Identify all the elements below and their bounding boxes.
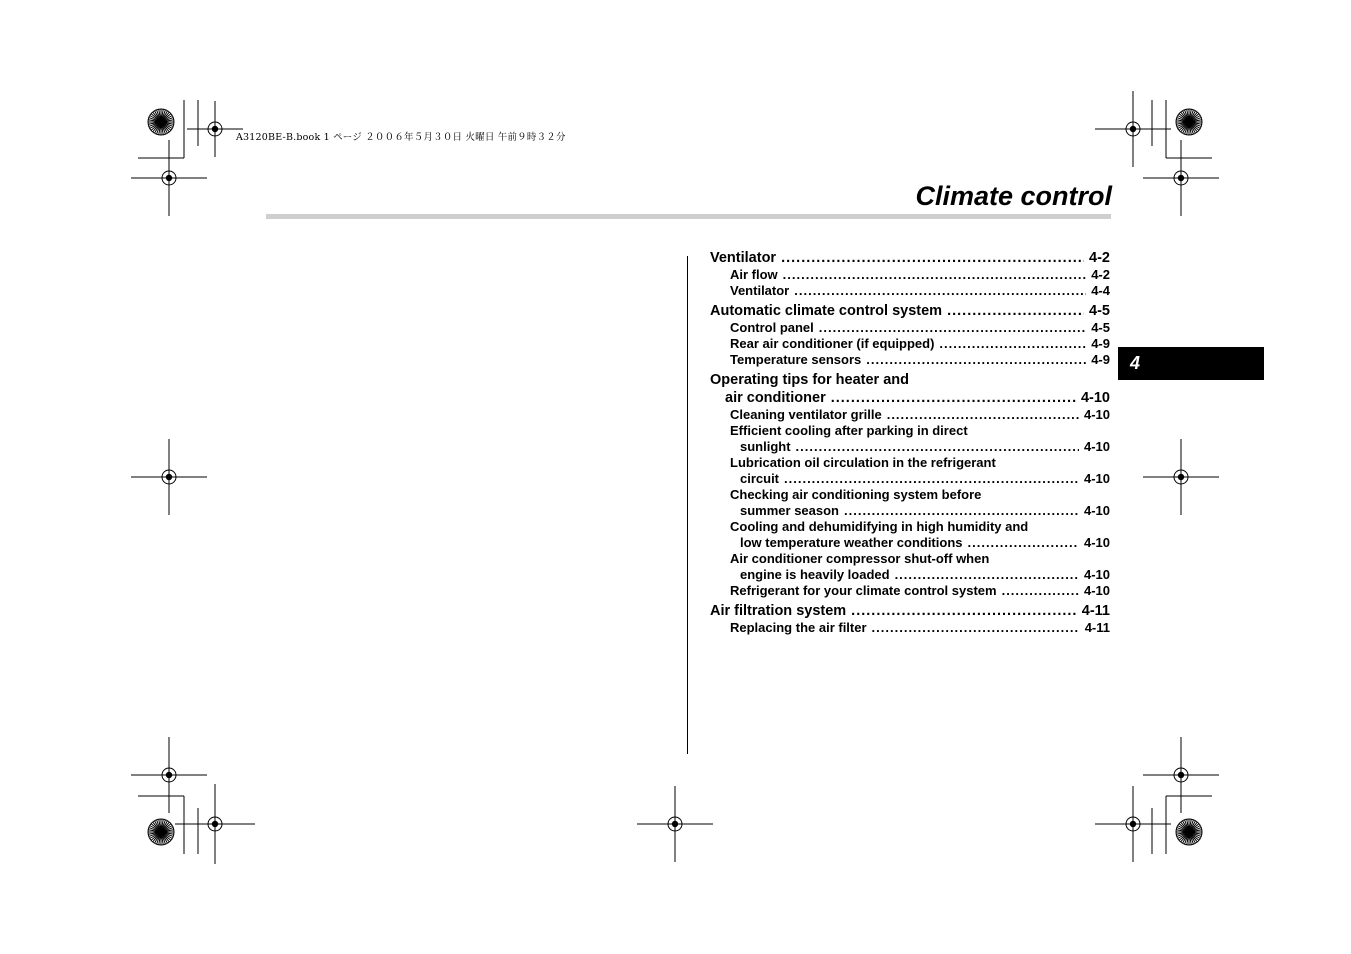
registration-dot [1178, 175, 1184, 181]
toc-entry-label: Air filtration system [710, 603, 847, 619]
toc-entry-label: Control panel [730, 320, 814, 335]
toc-dot-leader [866, 352, 1086, 368]
toc-entry-label: engine is heavily loaded [740, 567, 890, 582]
toc-page-number: 4-9 [1091, 352, 1110, 367]
toc-entry-label: Replacing the air filter [730, 620, 867, 635]
toc-page-number: 4-11 [1084, 620, 1110, 635]
toc-entry-sub[interactable] [710, 535, 1110, 551]
toc-entry-label: Refrigerant for your climate control system [730, 583, 997, 598]
color-target-center [1187, 830, 1191, 834]
toc-page-number: 4-5 [1091, 320, 1110, 335]
toc-entry-main[interactable] [710, 602, 1110, 620]
toc-dot-leader [796, 439, 1079, 455]
column-rule [687, 256, 688, 754]
registration-dot [212, 821, 218, 827]
toc-dot-leader [968, 535, 1079, 551]
toc-entry-label: Temperature sensors [730, 352, 862, 367]
chapter-tab: 4 [1118, 347, 1264, 380]
toc-dot-leader [783, 267, 1087, 283]
toc-entry-sub[interactable] [710, 503, 1110, 519]
toc-entry-sub[interactable] [710, 439, 1110, 455]
toc-entry-label: Automatic climate control system [710, 303, 943, 319]
toc-dot-leader [887, 407, 1079, 423]
toc-entry-label: circuit [740, 471, 780, 486]
toc-dot-leader [784, 471, 1079, 487]
toc-entry-label: Cleaning ventilator grille [730, 407, 882, 422]
color-target-center [159, 830, 163, 834]
color-target-center [1187, 120, 1191, 124]
toc-entry-label: Ventilator [730, 283, 790, 298]
toc-page-number: 4-4 [1091, 283, 1110, 298]
toc-entry-label: Rear air conditioner (if equipped) [730, 336, 935, 351]
toc-entry-label: summer season [740, 503, 839, 518]
registration-dot [166, 474, 172, 480]
toc-page-number: 4-9 [1091, 336, 1110, 351]
print-header-note: A3120BE-B.book 1 ページ ２００６年５月３０日 火曜日 午前９時３２分 [236, 132, 566, 143]
toc-dot-leader [895, 567, 1079, 583]
toc-dot-leader [939, 336, 1086, 352]
toc-entry-sub[interactable] [710, 583, 1110, 599]
registration-dot [672, 821, 678, 827]
toc-entry-sub[interactable] [710, 551, 1110, 567]
toc-entry-label: Lubrication oil circulation in the refrigerant [730, 455, 996, 470]
toc-entry-sub[interactable] [710, 267, 1110, 283]
toc-dot-leader [794, 283, 1086, 299]
toc-entry-sub[interactable] [710, 283, 1110, 299]
registration-dot [166, 175, 172, 181]
toc-page-number: 4-10 [1083, 535, 1110, 550]
toc-page-number: 4-11 [1081, 603, 1110, 619]
color-target-center [159, 120, 163, 124]
toc-entry-main[interactable] [710, 389, 1110, 407]
toc-page-number: 4-10 [1083, 503, 1110, 518]
toc-entry-sub[interactable] [710, 407, 1110, 423]
toc-entry-sub[interactable] [710, 423, 1110, 439]
toc-page-number: 4-10 [1083, 471, 1110, 486]
toc-page-number: 4-10 [1083, 439, 1110, 454]
toc-entry-sub[interactable] [710, 519, 1110, 535]
registration-dot [1178, 474, 1184, 480]
toc-entry-sub[interactable] [710, 455, 1110, 471]
toc-entry-label: Efficient cooling after parking in direct [730, 423, 968, 438]
toc-entry-main[interactable] [710, 302, 1110, 320]
title-rule [266, 214, 1111, 219]
toc-dot-leader [851, 602, 1077, 620]
registration-dot [1130, 126, 1136, 132]
registration-dot [212, 126, 218, 132]
toc-page-number: 4-2 [1089, 250, 1110, 266]
toc-entry-label: Checking air conditioning system before [730, 487, 982, 502]
toc-entry-label: air conditioner [725, 390, 826, 406]
toc-dot-leader [844, 503, 1079, 519]
toc-page-number: 4-5 [1089, 303, 1110, 319]
toc-entry-label: Ventilator [710, 250, 777, 266]
registration-dot [1130, 821, 1136, 827]
toc-entry-sub[interactable] [710, 620, 1110, 636]
table-of-contents [710, 249, 1110, 636]
toc-entry-main[interactable] [710, 249, 1110, 267]
toc-page-number: 4-10 [1080, 390, 1110, 406]
toc-entry-sub[interactable] [710, 336, 1110, 352]
toc-entry-sub[interactable] [710, 352, 1110, 368]
toc-page-number: 4-10 [1083, 583, 1110, 598]
toc-entry-label: Air flow [730, 267, 778, 282]
toc-entry-sub[interactable] [710, 567, 1110, 583]
toc-entry-sub[interactable] [710, 320, 1110, 336]
toc-entry-label: Air conditioner compressor shut-off when [730, 551, 990, 566]
toc-page-number: 4-10 [1083, 407, 1110, 422]
toc-entry-label: sunlight [740, 439, 791, 454]
toc-page-number: 4-10 [1083, 567, 1110, 582]
toc-dot-leader [1002, 583, 1079, 599]
toc-entry-sub[interactable] [710, 487, 1110, 503]
toc-dot-leader [831, 389, 1076, 407]
toc-entry-label: Cooling and dehumidifying in high humidity and [730, 519, 1029, 534]
toc-page-number: 4-2 [1091, 267, 1110, 282]
toc-dot-leader [947, 302, 1084, 320]
toc-entry-sub[interactable] [710, 471, 1110, 487]
chapter-title: Climate control [915, 181, 1112, 211]
toc-entry-main[interactable] [710, 371, 1110, 389]
registration-dot [1178, 772, 1184, 778]
toc-dot-leader [872, 620, 1080, 636]
toc-entry-label: Operating tips for heater and [710, 372, 909, 388]
toc-dot-leader [781, 249, 1084, 267]
toc-dot-leader [819, 320, 1086, 336]
toc-entry-label: low temperature weather conditions [740, 535, 963, 550]
registration-dot [166, 772, 172, 778]
